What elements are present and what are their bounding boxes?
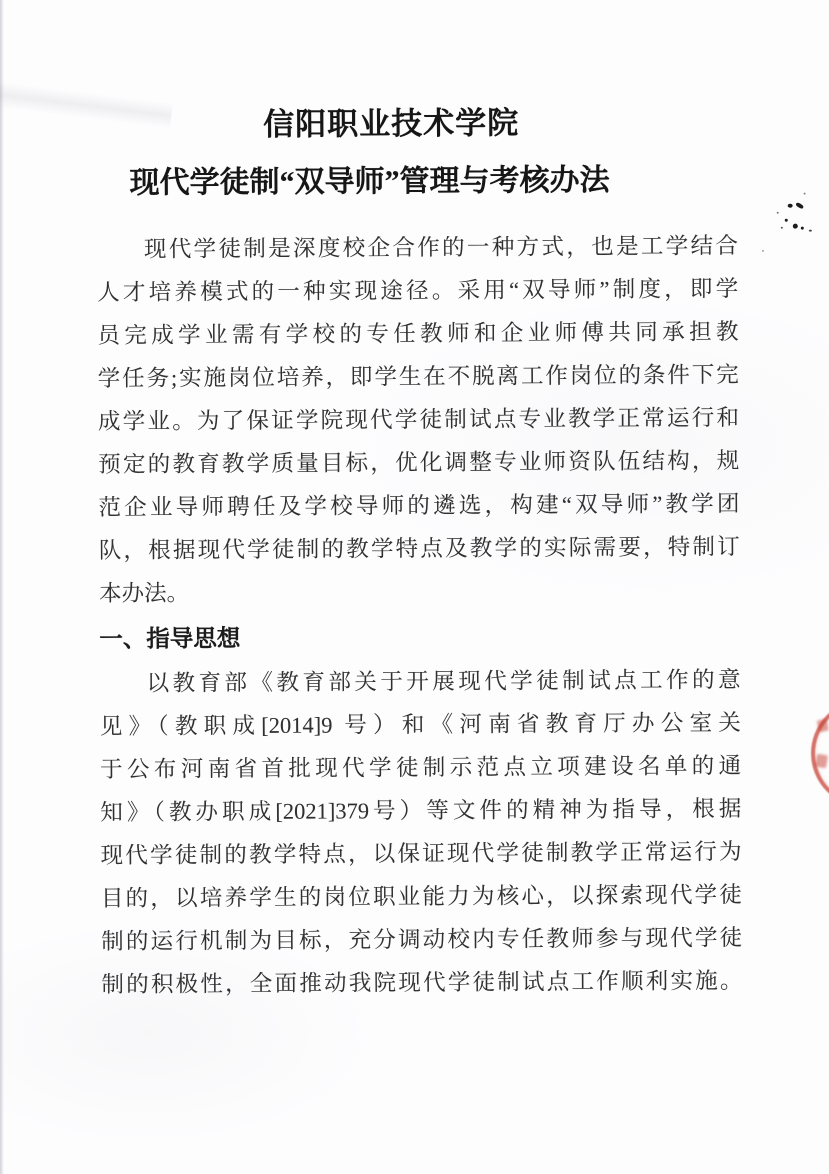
text-line: 人才培养模式的一种实现途径。采用“双导师”制度，即学 — [97, 276, 739, 305]
ink-speck — [793, 224, 798, 229]
text-line: 知》（教办职成[2021]379号）等文件的精神为指导，根据 — [100, 796, 742, 825]
text-line: 队，根据现代学徒制的教学特点及教学的实际需要，特制订 — [98, 534, 740, 563]
ink-speck — [795, 202, 804, 210]
text-line: 目的，以培养学生的岗位职业能力为核心，以探索现代学徒 — [100, 882, 742, 911]
text-line: 本办法。 — [98, 580, 190, 606]
text-line: 现代学徒制是深度校企合作的一种方式，也是工学结合 — [143, 233, 738, 262]
document-subtitle: 现代学徒制“双导师”管理与考核办法 — [129, 163, 610, 200]
ink-speck — [785, 219, 788, 222]
paragraph-1 — [97, 224, 740, 615]
text-line: 员完成学业需有学校的专任教师和企业师傅共同承担教 — [97, 319, 739, 348]
text-line: 学任务;实施岗位培养，即学生在不脱离工作岗位的条件下完 — [97, 362, 739, 391]
ink-speck — [804, 193, 806, 195]
ink-speck — [809, 230, 812, 232]
ink-speck — [762, 250, 764, 252]
text-line: 预定的教育教学质量目标，优化调整专业师资队伍结构，规 — [98, 448, 740, 477]
section-heading-1: 一、指导思想 — [99, 625, 241, 652]
text-line: 见》（教职成[2014]9 号）和《河南省教育厅办公室关 — [99, 710, 741, 739]
text-line: 范企业导师聘任及学校导师的遴选，构建“双导师”教学团 — [98, 491, 740, 520]
text-line: 成学业。为了保证学院现代学徒制试点专业教学正常运行和 — [97, 405, 740, 434]
text-line: 现代学徒制的教学特点，以保证现代学徒制教学正常运行为 — [100, 839, 742, 868]
red-seal-glyph — [815, 754, 828, 769]
ink-speck — [801, 227, 804, 230]
document-title: 信阳职业技术学院 — [263, 105, 520, 142]
text-line: 于公布河南省首批现代学徒制示范点立项建设名单的通 — [100, 753, 742, 782]
text-line: 以教育部《教育部关于开展现代学徒制试点工作的意 — [146, 667, 741, 696]
text-line: 制的积极性，全面推动我院现代学徒制试点工作顺利实施。 — [101, 968, 743, 997]
ink-speck — [777, 212, 779, 214]
document-body — [97, 224, 743, 1006]
paragraph-2 — [99, 658, 742, 1006]
ink-speck — [788, 204, 793, 208]
ink-speck — [781, 227, 783, 229]
text-line: 制的运行机制为目标，充分调动校内专任教师参与现代学徒 — [101, 925, 743, 954]
